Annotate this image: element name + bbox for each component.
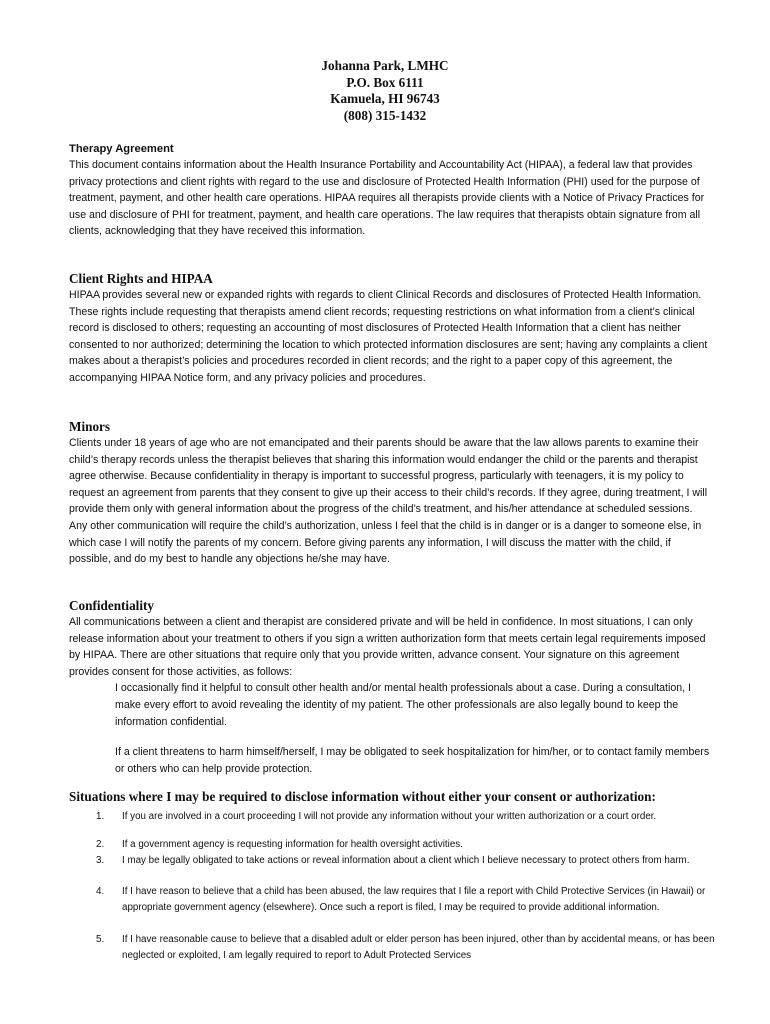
situations-heading: Situations where I may be required to disclose information without either your consent or authorization: <box>69 789 656 804</box>
client-rights-heading: Client Rights and HIPAA <box>69 271 213 286</box>
list-item-text: If you are involved in a court proceeding I will not provide any information without your written authorization or a court order. <box>122 811 657 822</box>
list-item <box>96 853 689 869</box>
list-item-number: 1. <box>96 811 105 822</box>
client-rights-section <box>69 270 711 387</box>
minors-heading: Minors <box>69 419 111 434</box>
list-item-number: 4. <box>96 886 105 897</box>
list-item-number: 5. <box>96 934 105 945</box>
phone-number: (808) 315-1432 <box>343 107 427 123</box>
minors-body: Clients under 18 years of age who are not emancipated and their parents should be aware that the law allows parents to examine their child’s therapy records unless the therapist believes that sharing this information would endanger the child or the parents and therapist agree otherwise. Because confidentiality in therapy is important to successful progress, particularly with teenagers, it is my policy to request an agreement from parents that they consent to give up their access to their child’s records. If they agree, during treatment, I will provide them only with general information about the progress of the child’s treatment, and his/her attendance at scheduled sessions. Any other communication will require the child’s authorization, unless I feel that the child is in danger or is a danger to someone else, in which case I will notify the parents of my concern. Before giving parents any information, I will discuss the matter with the child, if possible, and do my best to handle any objections he/she may have. <box>69 437 708 566</box>
list-item-number: 2. <box>96 839 105 850</box>
list-item <box>96 812 656 822</box>
list-item-text: I may be legally obligated to take actions or reveal information about a client which I believe necessary to protect others from harm. <box>122 855 690 866</box>
therapy-agreement-body: This document contains information about the Health Insurance Portability and Accountability Act (HIPAA), a federal law that provides privacy protections and client rights with regard to the use and disclosure of Protected Health Information (PHI) used for the purpose of treatment, payment, and other health care operations. HIPAA requires all therapists provide clients with a Notice of Privacy Practices for use and disclosure of PHI for treatment, payment, and health care operations. The law requires that therapists obtain signature from all clients, acknowledging that they have received this information. <box>69 159 705 238</box>
confidentiality-heading: Confidentiality <box>69 598 154 613</box>
city-state-zip: Kamuela, HI 96743 <box>330 91 440 106</box>
list-item <box>96 932 716 963</box>
practitioner-name: Johanna Park, LMHC <box>321 58 449 73</box>
minors-section <box>69 418 711 568</box>
list-item-text: If a government agency is requesting information for health oversight activities. <box>122 839 463 850</box>
therapy-agreement-heading: Therapy Agreement <box>69 143 174 155</box>
confidentiality-section <box>69 597 711 777</box>
list-item-number: 3. <box>96 855 105 866</box>
list-item <box>96 837 463 852</box>
client-rights-body: HIPAA provides several new or expanded rights with regards to client Clinical Records and disclosures of Protected Health Information. These rights include requesting that therapists amend client records; requesting restrictions on what information from a client’s clinical record is disclosed to others; requesting an accounting of most disclosures of Protected Health Information that a client has neither consented to nor authorized; determining the location to which protected information disclosures are sent; having any complaints a client makes about a therapist’s policies and procedures recorded in client records; and the right to a paper copy of this agreement, the accompanying HIPAA Notice form, and any privacy policies and procedures. <box>69 289 708 384</box>
harm-paragraph: If a client threatens to harm himself/herself, I may be obligated to seek hospitalization for him/her, or to contact family members or others who can help provide protection. <box>115 746 710 775</box>
list-item <box>96 884 716 915</box>
therapy-agreement-section <box>69 141 711 240</box>
list-item-text: If I have reason to believe that a child has been abused, the law requires that I file a report with Child Protective Services (in Hawaii) or appropriate government agency (elsewhere). Once such a report is filed, I may be required to provide additional information. <box>122 886 706 913</box>
confidentiality-body: All communications between a client and therapist are considered private and will be held in confidence. In most situations, I can only release information about your treatment to others if you sign a written authorization form that meets certain legal requirements imposed by HIPAA. There are other situations that require only that you provide written, advance consent. Your signature on this agreement provides consent for those activities, as follows: <box>69 616 706 678</box>
po-box: P.O. Box 6111 <box>346 74 424 90</box>
consultation-paragraph: I occasionally find it helpful to consult other health and/or mental health professionals about a case. During a consultation, I make every effort to avoid revealing the identity of my patient. The other professionals are also legally bound to keep the information confidential. <box>115 682 691 728</box>
list-item-text: If I have reasonable cause to believe that a disabled adult or elder person has been injured, other than by accidental means, or has been neglected or exploited, I am legally required to report to Adult Protected Services <box>122 934 715 961</box>
letterhead <box>0 58 770 124</box>
